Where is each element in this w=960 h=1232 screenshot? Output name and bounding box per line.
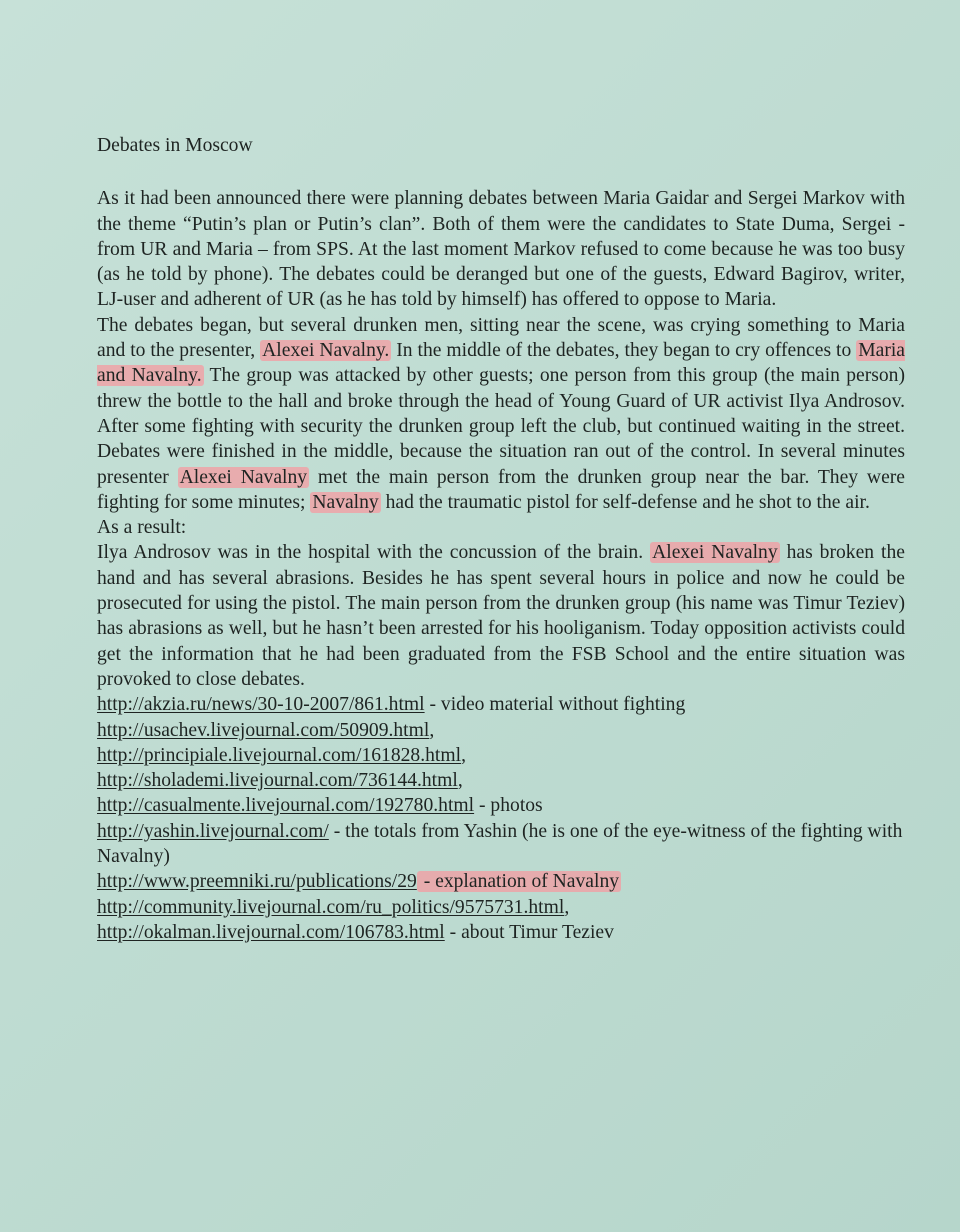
paragraph-announcement: As it had been announced there were planning debates between Maria Gaidar and Sergei Markov with the theme “Putin’s plan or Putin’s clan”. Both of them were the candidates to State Duma, Sergei - from UR and Maria – from SPS. At the last moment Markov refused to come because he was too busy (as he told by phone). The debates could be deranged but one of the guests, Edward Bagirov, writer, LJ-user and adherent of UR (as he has told by himself) has offered to oppose to Maria.	[97, 188, 905, 311]
paragraph-result-heading: As a result:	[97, 517, 187, 539]
source-link-note: - the totals from Yashin (he is one of the eye-witness of the fighting with Navalny)	[97, 820, 903, 868]
source-link-url[interactable]: http://www.preemniki.ru/publications/29	[97, 871, 417, 893]
text-segment: The group was attacked by other guests; one person from this group (the main person) threw the bottle to the hall and broke through the head of Young Guard of UR activist Ilya Androsov. After some fighting with security the drunken group left the club, but continued waiting in the street. Debates were finished in the middle, because the situation ran out of the control. In several minutes presenter	[97, 365, 906, 488]
source-link-item	[97, 895, 905, 920]
source-link-item	[97, 718, 905, 743]
text-segment: has broken the hand and has several abrasions. Besides he has spent several hours in police and now he could be prosecuted for using the pistol. The main person from the drunken group (his name was Timur Teziev) has abrasions as well, but he hasn’t been arrested for his hooliganism. Today opposition activists could get the information that he had been graduated from the FSB School and the entire situation was provoked to close debates.	[97, 542, 905, 690]
source-link-item	[97, 920, 905, 945]
source-link-note: ,	[564, 896, 570, 918]
document-title: Debates in Moscow	[97, 135, 253, 156]
text-segment: met the main person from the drunken group near the bar. They were fighting for some minutes;	[97, 466, 905, 513]
source-link-url[interactable]: http://akzia.ru/news/30-10-2007/861.html	[97, 694, 425, 716]
source-link-url[interactable]: http://community.livejournal.com/ru_politics/9575731.html	[97, 896, 565, 918]
source-link-item	[97, 793, 905, 818]
highlight-navalny: Navalny	[312, 491, 379, 513]
highlight-navalny: Alexei Navalny	[179, 466, 308, 488]
highlight-navalny: Alexei Navalny	[652, 542, 778, 564]
source-link-note: ,	[429, 719, 435, 741]
source-link-url[interactable]: http://casualmente.livejournal.com/192780.html	[97, 795, 475, 817]
highlight-maria-and-navalny: Maria and Navalny.	[97, 340, 905, 387]
document-body	[97, 133, 905, 945]
text-segment: Ilya Androsov was in the hospital with the concussion of the brain.	[97, 542, 651, 564]
source-link-url[interactable]: http://sholademi.livejournal.com/736144.html	[97, 770, 458, 792]
source-link-url[interactable]: http://okalman.livejournal.com/106783.html	[97, 921, 445, 943]
text-segment: had the traumatic pistol for self-defense and he shot to the air.	[380, 491, 870, 513]
source-link-item	[97, 768, 905, 793]
highlight-link-note: - explanation of Navalny	[418, 871, 620, 893]
source-link-url[interactable]: http://principiale.livejournal.com/161828.html	[97, 744, 462, 766]
source-link-url[interactable]: http://yashin.livejournal.com/	[97, 820, 329, 842]
text-segment: In the middle of the debates, they began to cry offences to	[391, 340, 857, 362]
source-link-note: - about Timur Teziev	[444, 921, 614, 943]
source-link-note: ,	[461, 744, 466, 766]
text-segment: The debates began, but several drunken men, sitting near the scene, was crying something to Maria and to the presenter,	[97, 314, 905, 362]
source-link-item	[97, 819, 905, 870]
paragraph-result	[97, 540, 905, 692]
source-link-item	[97, 743, 905, 768]
source-link-note: - video material without fighting	[424, 694, 686, 716]
source-link-note: - photos	[474, 795, 543, 817]
highlight-navalny: Alexei Navalny.	[262, 340, 390, 362]
source-link-note: ,	[457, 770, 463, 792]
paragraph-debates	[97, 313, 905, 515]
source-link-url[interactable]: http://usachev.livejournal.com/50909.html	[97, 719, 430, 741]
source-links-list	[97, 692, 905, 945]
source-link-item	[97, 692, 905, 717]
source-link-item	[97, 869, 905, 894]
